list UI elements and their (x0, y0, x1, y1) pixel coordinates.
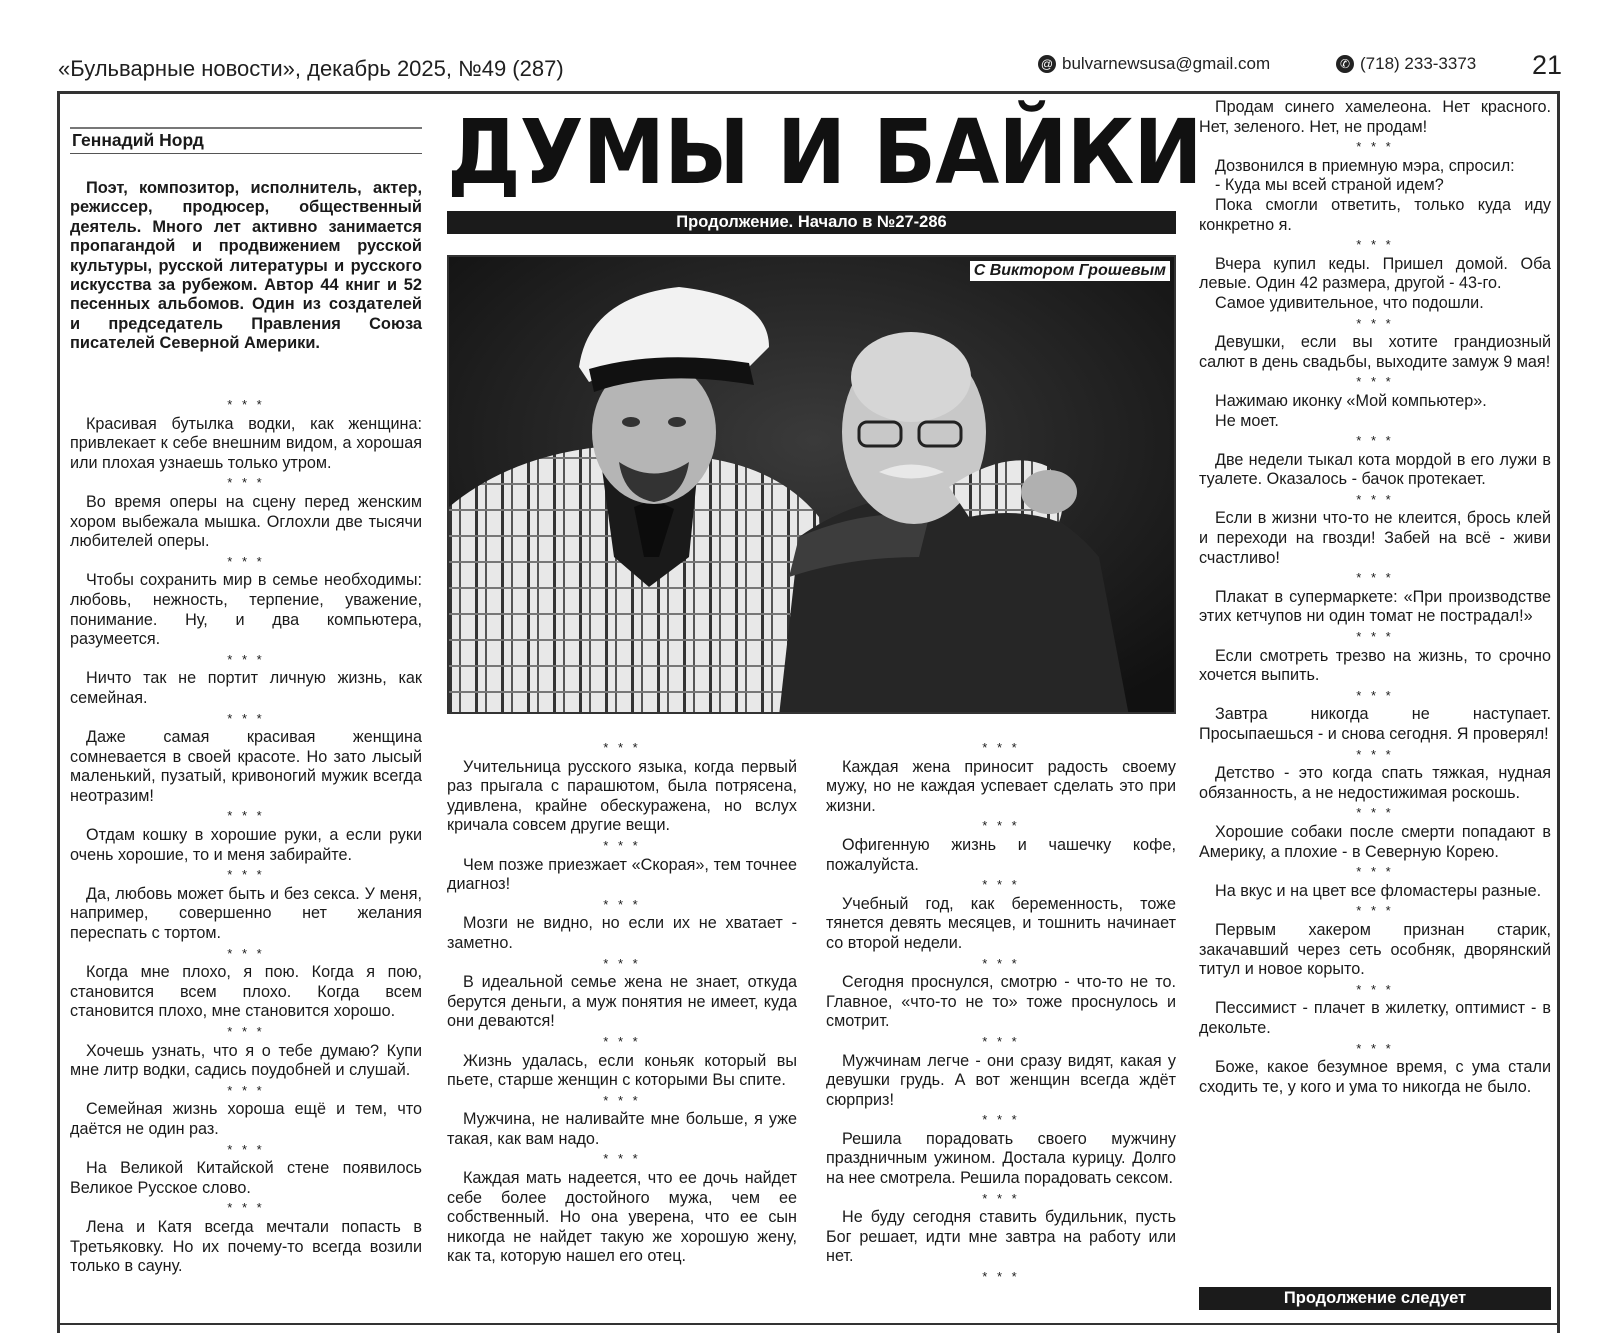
joke-paragraph: Семейная жизнь хороша ещё и тем, что даётся не один раз. (70, 1100, 422, 1138)
joke-paragraph: Вчера купил кеды. Пришел домой. Оба левые. Один 42 размера, другой - 43-го. (1199, 254, 1551, 293)
joke-paragraph: Ничто так не портит личную жизнь, как семейная. (70, 669, 422, 707)
page-number: 21 (1532, 50, 1563, 80)
joke-paragraph: Продам синего хамелеона. Нет красного. Нет, зеленого. Нет, не продам! (1199, 98, 1551, 136)
separator-stars: * * * (603, 955, 641, 971)
phone-text: (718) 233-3373 (1360, 54, 1477, 73)
jokes-column-4 (1199, 98, 1551, 1097)
continued-banner: Продолжение следует (1199, 1287, 1551, 1310)
joke-paragraph: Дозвонился в приемную мэра, спросил: (1215, 156, 1515, 175)
separator-stars: * * * (1356, 629, 1394, 645)
phone-icon: ✆ (1336, 55, 1354, 73)
joke-paragraph: Даже самая красивая женщина сомневается в своей красоте. Но зато лысый маленький, пузатый, кривоногий мужик всегда неотразим! (70, 728, 422, 805)
separator-stars: * * * (982, 1190, 1020, 1206)
joke-paragraph: Детство - это когда спать тяжкая, нудная обязанность, а не недостижимая роскошь. (1199, 764, 1551, 802)
joke-paragraph: Красивая бутылка водки, как женщина: привлекает к себе внешним видом, а хорошая или плохая узнаешь только утром. (70, 414, 422, 472)
separator-stars: * * * (1356, 981, 1394, 997)
joke-paragraph: - Куда мы всей страной идем? (1215, 176, 1444, 195)
separator-stars: * * * (1356, 139, 1394, 155)
joke-paragraph: Решила порадовать своего мужчину праздничным ужином. Достала курицу. Долго на нее смотрела. Решила порадовать сексом. (826, 1129, 1176, 1188)
separator-stars: * * * (227, 867, 265, 883)
joke-paragraph: Жизнь удалась, если коньяк который вы пьете, старше женщин с которыми Вы спите. (447, 1051, 797, 1090)
separator-stars: * * * (1356, 903, 1394, 919)
photo-image (449, 257, 1176, 714)
frame-right-rule (1557, 91, 1560, 1333)
joke-paragraph: Мужчина, не наливайте мне больше, я уже такая, как вам надо. (447, 1110, 797, 1148)
joke-paragraph: Да, любовь может быть и без секса. У меня, например, совершенно нет желания переспать с тортом. (70, 884, 422, 943)
joke-paragraph: На Великой Китайской стене появилось Великое Русское слово. (70, 1159, 422, 1197)
joke-paragraph: Если смотреть трезво на жизнь, то срочно хочется выпить. (1199, 646, 1551, 685)
joke-paragraph: На вкус и на цвет все фломастеры разные. (1215, 881, 1542, 900)
separator-stars: * * * (982, 877, 1020, 893)
joke-paragraph: Пока смогли ответить, только куда иду конкретно я. (1199, 195, 1551, 234)
joke-paragraph: Мужчинам легче - они сразу видят, какая у девушки грудь. А вот женщин всегда ждёт сюрприз! (826, 1051, 1176, 1109)
joke-paragraph: Девушки, если вы хотите грандиозный салют в день свадьбы, выходите замуж 9 мая! (1199, 333, 1551, 371)
joke-paragraph: Учебный год, как беременность, тоже тянется девять месяцев, и тошнить начинает со второй недели. (826, 894, 1176, 952)
joke-paragraph: Плакат в супермаркете: «При производстве этих кетчупов ни один томат не пострадал!» (1199, 587, 1551, 626)
separator-stars: * * * (982, 1112, 1020, 1128)
separator-stars: * * * (982, 955, 1020, 971)
header-email[interactable] (1038, 54, 1270, 74)
separator-stars: * * * (603, 1033, 641, 1049)
separator-stars: * * * (1356, 433, 1394, 449)
joke-paragraph: Лена и Катя всегда мечтали попасть в Третьяковку. Но их почему-то всегда возили только в сауну. (70, 1217, 422, 1276)
separator-stars: * * * (1356, 570, 1394, 586)
separator-stars: * * * (1356, 237, 1394, 253)
joke-paragraph: Не моет. (1215, 411, 1279, 430)
separator-stars: * * * (227, 710, 265, 726)
joke-paragraph: Нажимаю иконку «Мой компьютер». (1215, 391, 1487, 410)
separator-stars: * * * (1356, 805, 1394, 821)
separator-stars: * * * (227, 1024, 265, 1039)
separator-stars: * * * (1356, 687, 1394, 703)
article-photo (447, 255, 1176, 714)
joke-paragraph: Мозги не видно, но если их не хватает - заметно. (447, 914, 797, 952)
joke-paragraph: Каждая мать надеется, что ее дочь найдет себе более достойного мужа, чем ее собственный. Но она уверена, что ее сын никогда не найдет такую же хорошую жену, как та, которую нашел его отец. (447, 1169, 797, 1266)
separator-stars: * * * (603, 837, 641, 853)
article-title: ДУМЫ И БАЙКИ (447, 100, 1202, 204)
email-text: bulvarnewsusa@gmail.com (1062, 54, 1271, 73)
joke-paragraph: Боже, какое безумное время, с ума стали сходить те, у кого и ума то никогда не было. (1199, 1058, 1551, 1096)
joke-paragraph: Чем позже приезжает «Скорая», тем точнее диагноз! (447, 855, 797, 894)
joke-paragraph: Не буду сегодня ставить будильник, пусть Бог решает, идти мне завтра на работу или нет. (826, 1208, 1176, 1266)
separator-stars: * * * (227, 1082, 265, 1098)
header-phone[interactable] (1336, 54, 1476, 74)
separator-stars: * * * (1356, 746, 1394, 762)
joke-paragraph: Когда мне плохо, я пою. Когда я пою, становится всем плохо. Когда всем становится плохо, мне становится хорошо. (70, 963, 422, 1021)
separator-stars: * * * (603, 1151, 641, 1167)
separator-stars: * * * (603, 740, 641, 755)
separator-stars: * * * (227, 475, 265, 491)
article-author: Геннадий Норд (70, 127, 422, 154)
joke-paragraph: Отдам кошку в хорошие руки, а если руки очень хорошие, то и меня забирайте. (70, 826, 422, 864)
separator-stars: * * * (227, 1141, 265, 1157)
bottom-rule (57, 1323, 1560, 1325)
jokes-column-1 (70, 395, 422, 1277)
author-bio-text: Поэт, композитор, исполнитель, актер, режиссер, продюсер, общественный деятель. Много лет активно занимается пропагандой и продвижением русской культуры, русской литературы и русского искусства за рубежом. Автор 44 книг и 52 песенных альбомов. Один из создателей и председатель Правления Союза писателей Северной Америки. (70, 179, 422, 353)
joke-paragraph: Хорошие собаки после смерти попадают в Америку, а плохие - в Северную Корею. (1199, 822, 1551, 861)
page-header (0, 0, 1613, 92)
joke-paragraph: Каждая жена приносит радость своему мужу, но не каждая успевает сделать это при жизни. (826, 757, 1176, 815)
separator-stars: * * * (982, 740, 1020, 755)
separator-stars: * * * (227, 397, 265, 412)
joke-paragraph: Завтра никогда не наступает. Просыпаешься - и снова сегодня. Я проверял! (1199, 705, 1551, 743)
separator-stars: * * * (982, 1033, 1020, 1049)
continuation-banner: Продолжение. Начало в №27-286 (447, 211, 1176, 234)
photo-caption: С Виктором Грошевым (970, 261, 1170, 281)
separator-stars: * * * (1356, 864, 1394, 880)
joke-paragraph: Учительница русского языка, когда первый раз прыгала с парашютом, была потрясена, удивлена, крайне обескуражена, но вслух кричала совсем другие вещи. (447, 757, 797, 835)
newspaper-issue-title: «Бульварные новости», декабрь 2025, №49 (287) (58, 56, 564, 81)
separator-stars: * * * (227, 945, 265, 961)
separator-stars: * * * (1356, 491, 1394, 507)
joke-paragraph: В идеальной семье жена не знает, откуда берутся деньги, а муж понятия не имеет, куда они деваются! (447, 973, 797, 1031)
separator-stars: * * * (227, 808, 265, 824)
email-icon: @ (1038, 55, 1056, 73)
joke-paragraph: Две недели тыкал кота мордой в его лужи в туалете. Оказалось - бачок протекает. (1199, 450, 1551, 489)
joke-paragraph: Самое удивительное, что подошли. (1215, 293, 1484, 312)
separator-stars: * * * (227, 651, 265, 667)
jokes-column-2 (447, 738, 797, 1267)
joke-paragraph: Офигенную жизнь и чашечку кофе, пожалуйста. (826, 835, 1176, 874)
joke-paragraph: Первым хакером признан старик, закачавший через сеть особняк, дворянский титул и новое корыто. (1199, 920, 1551, 979)
separator-stars: * * * (603, 1092, 641, 1108)
separator-stars: * * * (1356, 374, 1394, 390)
joke-paragraph: Если в жизни что-то не клеится, брось клей и переходи на гвозди! Забей на всё - живи счастливо! (1199, 509, 1551, 567)
separator-stars: * * * (982, 1269, 1020, 1285)
joke-paragraph: Во время оперы на сцену перед женским хором выбежала мышка. Оглохли две тысячи любителей оперы. (70, 492, 422, 551)
separator-stars: * * * (603, 896, 641, 912)
joke-paragraph: Чтобы сохранить мир в семье необходимы: любовь, нежность, терпение, уважение, понимание. Ну, и два компьютера, разумеется. (70, 571, 422, 649)
author-bio (70, 179, 422, 354)
joke-paragraph: Сегодня проснулся, смотрю - что-то не то. Главное, «что-то не то» тоже проснулось и смотрит. (826, 973, 1176, 1031)
separator-stars: * * * (1356, 315, 1394, 331)
separator-stars: * * * (982, 818, 1020, 834)
joke-paragraph: Хочешь узнать, что я о тебе думаю? Купи мне литр водки, садись поудобней и слушай. (70, 1041, 422, 1080)
separator-stars: * * * (227, 1200, 265, 1216)
jokes-column-3 (826, 738, 1176, 1287)
separator-stars: * * * (227, 553, 265, 569)
separator-stars: * * * (1356, 1040, 1394, 1056)
joke-paragraph: Пессимист - плачет в жилетку, оптимист - в декольте. (1199, 999, 1551, 1037)
